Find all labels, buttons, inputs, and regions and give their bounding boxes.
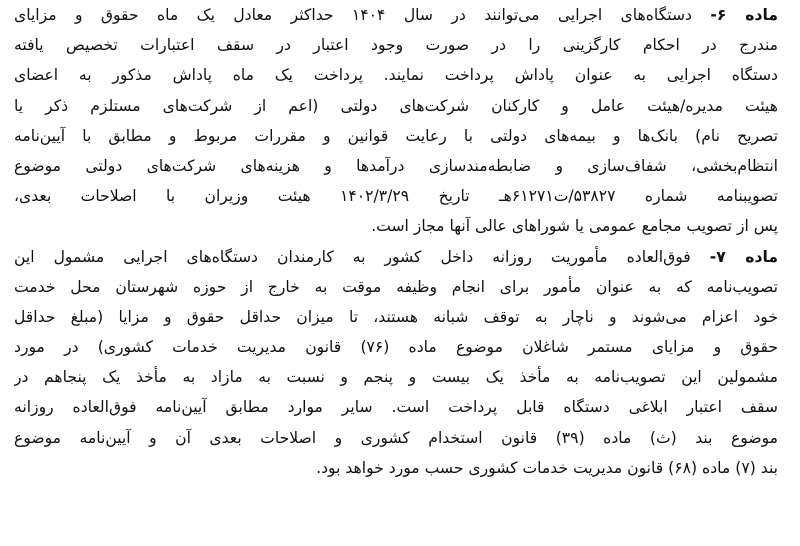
article-7-line: موضوع بند (ث) ماده (۳۹) قانون استخدام کشوری و اصلاحات بعدی آن و آیین‌نامه موضوع (14, 428, 778, 447)
article-7-line: مشمولین این تصویب‌نامه به مأخذ یک بیست و پنجم و نسبت به مازاد به مأخذ یک پنجاهم در (14, 368, 778, 387)
article-7-line: سقف اعتبار ابلاغی دستگاه قابل پرداخت است. سایر موارد مطابق آیین‌نامه فوق‌العاده روزانه (14, 398, 778, 417)
article-6-line: انتظام‌بخشی، شفاف‌سازی و ضابطه‌مندسازی درآمدها و هزینه‌های شرکت‌های دولتی موضوع (14, 156, 778, 175)
article-6-line: ماده ۶- دستگاه‌های اجرایی می‌توانند در سال ۱۴۰۴ حداکثر معادل یک ماه حقوق و مزایای (14, 6, 778, 24)
article-6 (14, 0, 778, 242)
article-6-line: مندرج در احکام کارگزینی را در صورت وجود اعتبار در سقف اعتبارات تخصیص یافته (14, 36, 778, 55)
article-6-line: پس از تصویب مجامع عمومی یا شوراهای عالی آنها مجاز است. (371, 217, 778, 236)
article-6-line: تصویبنامه شماره ۵۳۸۲۷/ت۶۱۲۷۱هـ تاریخ ۱۴۰۲/۳/۲۹ هیئت وزیران با اصلاحات بعدی، (14, 187, 778, 206)
article-7 (14, 242, 778, 484)
article-6-line: هیئت مدیره/هیئت عامل و کارکنان شرکت‌های دولتی (اعم از شرکت‌های مستلزم ذکر یا (14, 96, 778, 115)
article-7-line: حقوق و مزایای مستمر شاغلان موضوع ماده (۷۶) قانون مدیریت خدمات کشوری) در مورد (14, 338, 778, 357)
article-6-heading: ماده ۶- (710, 6, 778, 24)
article-7-heading: ماده ۷- (709, 247, 778, 266)
article-7-line: تصویب‌نامه که به عنوان مأمور برای انجام وظیفه موقت به خارج از حوزه شهرستان محل خدمت (14, 277, 778, 296)
article-6-line: تصریح نام) بانک‌ها و بیمه‌های دولتی با رعایت قوانین و مقررات مربوط و مطابق با آیین‌نامه (14, 126, 778, 145)
article-7-line: بند (۷) ماده (۶۸) قانون مدیریت خدمات کشوری حسب مورد خواهد بود. (316, 458, 778, 477)
article-7-line: ماده ۷- فوق‌العاده مأموریت روزانه داخل کشور به کارمندان دستگاه‌های اجرایی مشمول این (14, 247, 778, 266)
article-6-line: دستگاه اجرایی به عنوان پاداش پرداخت نمایند. پرداخت یک ماه پاداش مذکور به اعضای (14, 66, 778, 85)
article-7-line: خود اعزام می‌شوند و ناچار به توقف شبانه هستند، تا میزان حداقل حقوق و مزایا (مبلغ حداقل (14, 307, 778, 326)
